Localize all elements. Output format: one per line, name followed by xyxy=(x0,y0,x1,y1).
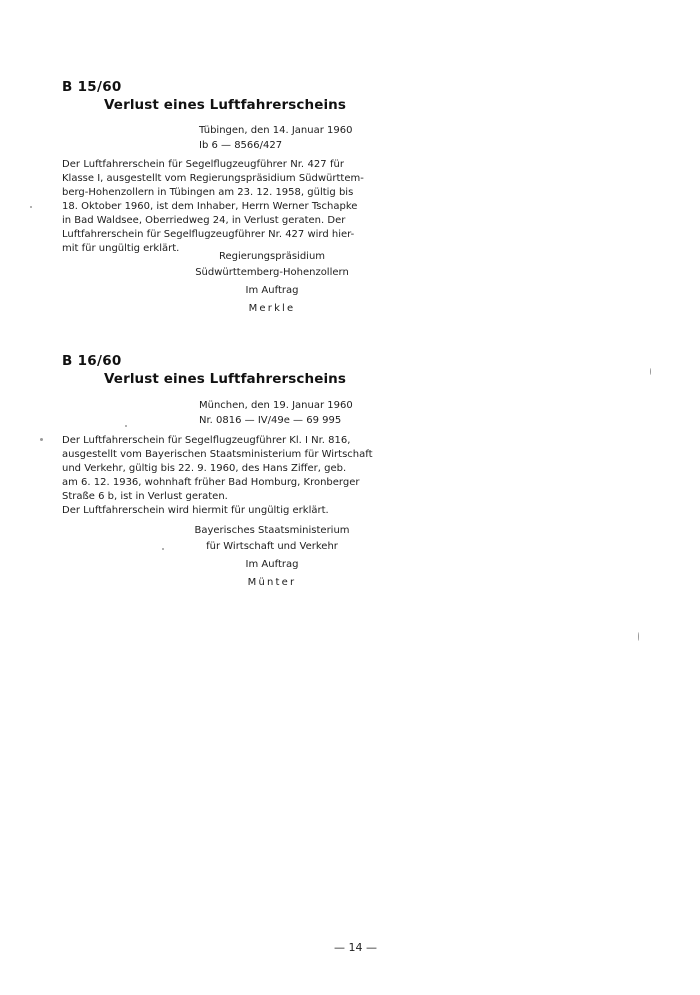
notice-code: B 16/60 xyxy=(62,353,122,369)
place-date: München, den 19. Januar 1960 xyxy=(199,400,353,411)
on-behalf-line: Im Auftrag xyxy=(245,285,299,296)
scan-speck xyxy=(125,425,127,427)
scan-speck xyxy=(40,438,43,441)
authority-line: Südwürttemberg-Hohenzollern xyxy=(195,267,349,278)
body-line: Straße 6 b, ist in Verlust geraten. xyxy=(62,491,228,502)
body-line: Klasse I, ausgestellt vom Regierungspräsidium Südwürttem- xyxy=(62,173,364,184)
on-behalf-line: Im Auftrag xyxy=(245,559,299,570)
authority-line: für Wirtschaft und Verkehr xyxy=(206,541,338,552)
body-line: Der Luftfahrerschein wird hiermit für ungültig erklärt. xyxy=(62,505,329,516)
authority-line: Bayerisches Staatsministerium xyxy=(194,525,350,536)
body-line: berg-Hohenzollern in Tübingen am 23. 12. 1958, gültig bis xyxy=(62,187,354,198)
notice-title: Verlust eines Luftfahrerscheins xyxy=(104,97,347,113)
body-line: mit für ungültig erklärt. xyxy=(62,243,180,254)
reference-number: Nr. 0816 — IV/49e — 69 995 xyxy=(199,415,342,426)
body-line: Luftfahrerschein für Segelflugzeugführer Nr. 427 wird hier- xyxy=(62,229,355,240)
notice-title: Verlust eines Luftfahrerscheins xyxy=(104,371,347,387)
scan-speck xyxy=(638,632,639,641)
scan-speck xyxy=(30,206,32,208)
body-line: am 6. 12. 1936, wohnhaft früher Bad Homburg, Kronberger xyxy=(62,477,360,488)
place-date: Tübingen, den 14. Januar 1960 xyxy=(199,125,353,136)
body-line: in Bad Waldsee, Oberriedweg 24, in Verlust geraten. Der xyxy=(62,215,346,226)
reference-number: Ib 6 — 8566/427 xyxy=(199,140,283,151)
scan-speck xyxy=(650,368,651,375)
body-line: und Verkehr, gültig bis 22. 9. 1960, des Hans Ziffer, geb. xyxy=(62,463,347,474)
scan-speck xyxy=(162,548,164,550)
body-line: ausgestellt vom Bayerischen Staatsministerium für Wirtschaft xyxy=(62,449,373,460)
authority-line: Regierungspräsidium xyxy=(218,251,326,262)
signatory-name: Münter xyxy=(247,577,297,588)
page-number: — 14 — xyxy=(334,941,377,954)
body-line: Der Luftfahrerschein für Segelflugzeugführer Nr. 427 für xyxy=(62,159,344,170)
signatory-name: Merkle xyxy=(248,303,296,314)
notice-code: B 15/60 xyxy=(62,79,122,95)
body-line: Der Luftfahrerschein für Segelflugzeugführer Kl. I Nr. 816, xyxy=(62,435,351,446)
body-line: 18. Oktober 1960, ist dem Inhaber, Herrn Werner Tschapke xyxy=(62,201,358,212)
